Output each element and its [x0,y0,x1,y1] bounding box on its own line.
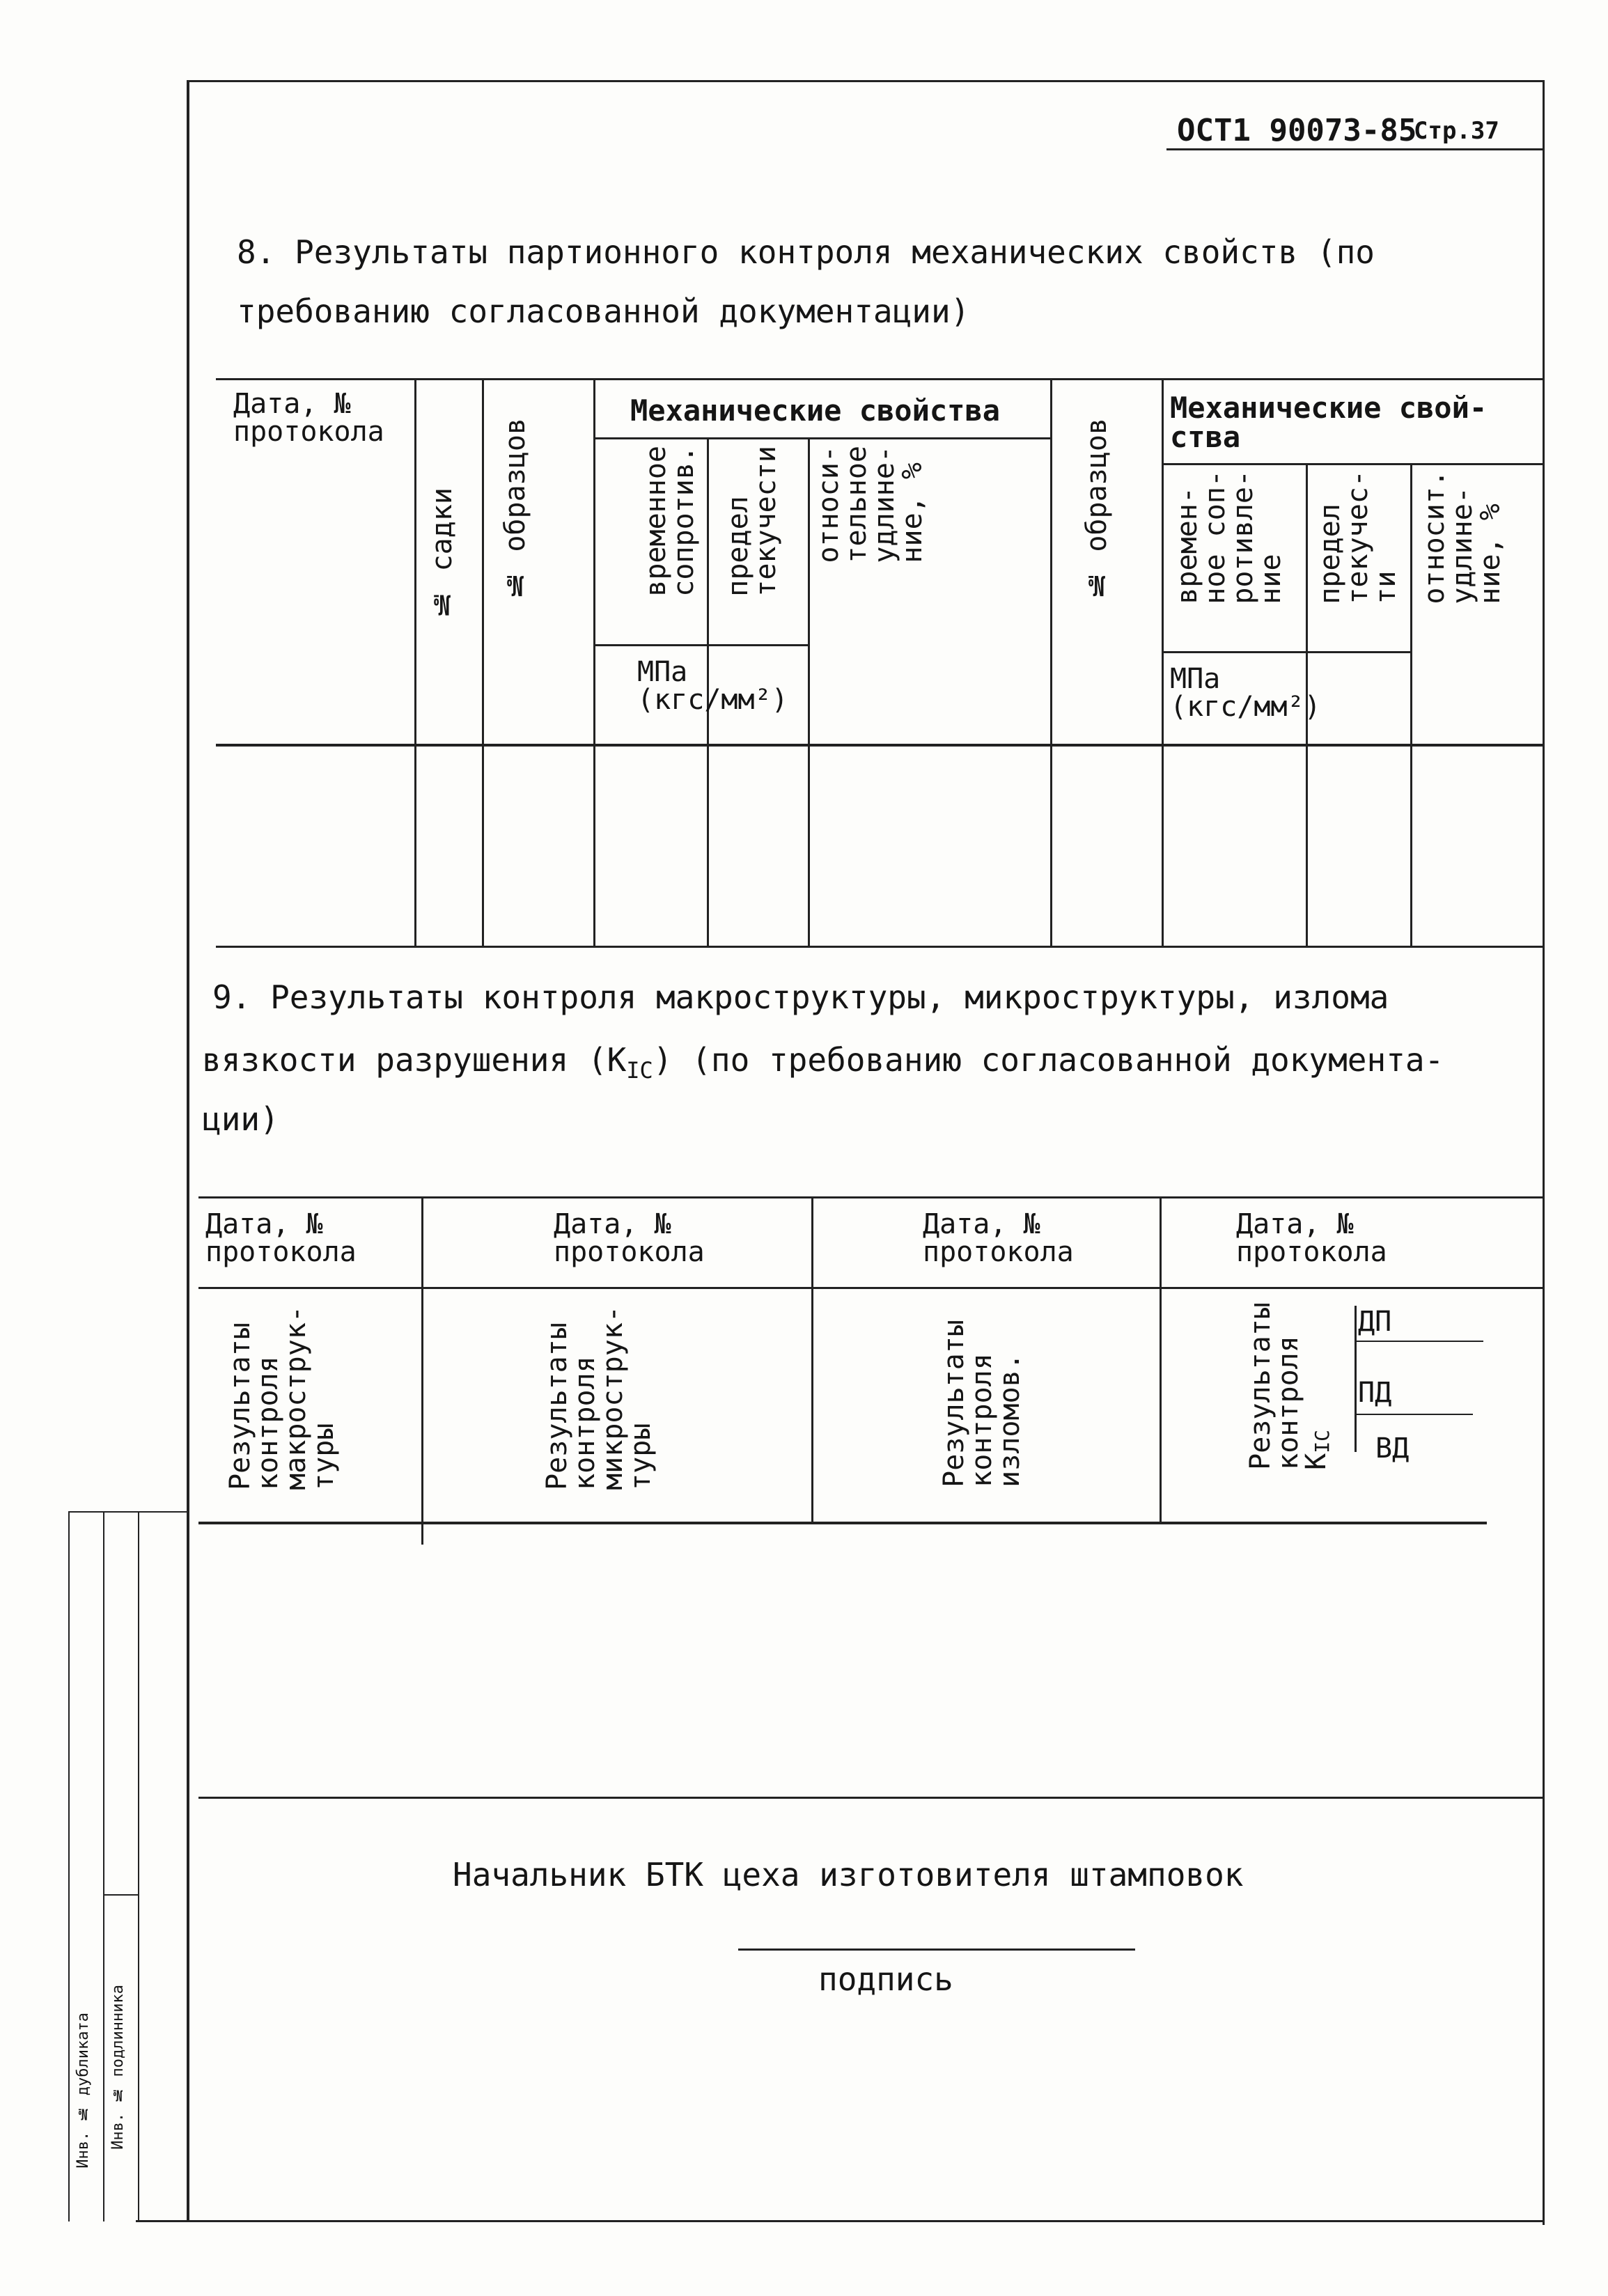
t8-header-sadka: № садки [426,487,458,620]
t9-cell-fracture: Результаты контроля изломов. [938,1320,1026,1487]
t9-vline-3 [1160,1196,1162,1522]
section8-title-line2: требованию согласованной документации) [237,292,970,330]
t8-vline-9 [1410,463,1412,946]
t8-header-g2-predel: предел текучес- ти [1314,470,1402,604]
t8-bottom-border [216,946,1543,948]
t9-vline-1 [421,1196,423,1545]
signature-line [738,1949,1135,1951]
t9-vline-2 [811,1196,813,1522]
section9-title-line1: 9. Результаты контроля макроструктуры, микроструктуры, излома [212,978,1389,1016]
t9-cell-macrostructure: Результаты контроля макрострук- туры [224,1306,340,1490]
t8-header-g1-predel: предел текучести [722,446,782,597]
t8-group2-underline [1162,463,1543,465]
t8-header-g1-otn: относи- тельное удлине- ние, % [813,446,928,563]
page-number: Стр.37 [1414,117,1499,145]
section9-title-line3: ции) [202,1100,279,1138]
t9-header-date-4: Дата, № протокола [1236,1208,1387,1268]
t8-group1-unit-line [593,644,808,646]
t8-header-group2: Механические свой- ства [1170,391,1488,454]
t9-header-date-1: Дата, № протокола [205,1208,357,1268]
t9-top-border [198,1196,1543,1198]
frame-bottom-border [136,2220,1543,2222]
section8-title-line1: 8. Результаты партионного контроля механических свойств (по [237,233,1375,271]
section9-title-line2: вязкости разрушения $(K_{IC})$ (по требованию согласованной документа- [202,1041,1444,1084]
frame-top-border [187,80,1545,82]
t9-header-date-3: Дата, № протокола [923,1208,1074,1268]
t8-header-g1-vrem: временное сопротив. [640,446,700,597]
kic-direction-pd: ПД [1358,1377,1392,1409]
t8-vline-3 [593,378,595,946]
t8-vline-2 [482,378,484,946]
t8-header-g2-otn: относит. удлине- ние, % [1419,470,1506,604]
header-underline [1166,148,1543,150]
kic-subscript: IC [626,1057,653,1084]
stamp-inner [138,1511,139,2221]
t8-header-g2-vrem: времен- ное соп- ротивле- ние [1171,470,1287,604]
t8-group2-unit-line [1162,651,1410,653]
t8-header-group1: Механические свойства [630,393,1001,428]
kic-direction-dp: ДП [1358,1306,1392,1338]
stamp-original-label: Инв. № подлинника [109,1985,127,2150]
t9-cell-microstructure: Результаты контроля микрострук- туры [541,1306,657,1490]
kic-direction-vd: ВД [1375,1432,1410,1465]
t8-header-obraz2: № образцов [1081,418,1113,601]
kic-row-line-2 [1355,1414,1473,1415]
t9-bottom-border [198,1522,1487,1524]
t8-vline-5 [808,439,810,946]
stamp-duplicate-label: Инв. № дубликата [75,2013,92,2169]
footer-separator [198,1797,1543,1799]
chief-title: Начальник БТК цеха изготовителя штамповок [453,1856,1244,1893]
t8-group1-underline [593,437,1050,439]
stamp-sep [103,1894,138,1896]
t8-vline-1 [414,378,416,946]
signature-label: подпись [818,1960,953,1998]
t8-header-obraz1: № образцов [499,418,531,601]
t9-header-bottom-border [198,1287,1543,1289]
t9-header-date-2: Дата, № протокола [554,1208,705,1268]
t8-header-g1-unit: МПа (кгс/мм²) [637,656,788,716]
standard-number: ОСТ1 90073-85 [1177,113,1417,148]
t9-cell-kic: Результаты контроля $K_{IC}$ [1244,1302,1334,1470]
t8-vline-6 [1050,378,1052,946]
frame-right-border [1543,80,1545,2225]
kic-bracket-vline [1355,1306,1357,1452]
stamp-mid [103,1511,104,2221]
stamp-outer-left [68,1511,70,2221]
frame-left-border [187,80,189,2221]
kic-row-line-1 [1355,1341,1483,1342]
t8-header-date: Дата, № протокола [233,388,384,448]
t8-header-g2-unit: МПа (кгс/мм²) [1170,663,1321,723]
stamp-top [68,1511,187,1513]
